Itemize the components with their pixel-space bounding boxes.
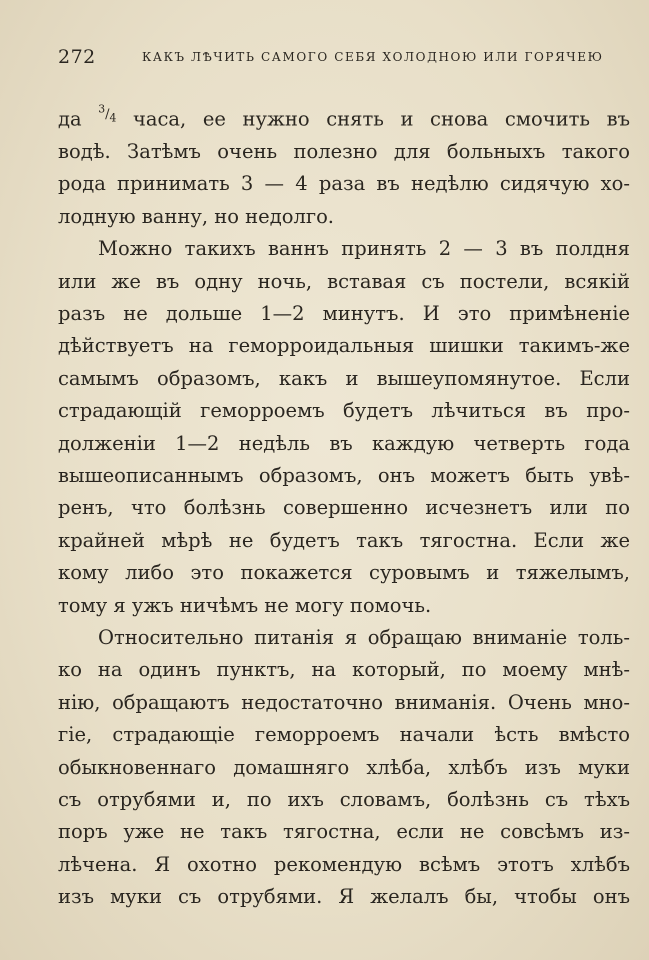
paragraph-1	[58, 94, 630, 233]
text-line: рода принимать 3 — 4 раза въ недѣлю сидячую хо-	[58, 172, 630, 196]
text-line: лодную ванну, но недолго.	[58, 204, 335, 228]
text-line: поръ уже не такъ тягостна, если не совсѣмъ из-	[58, 820, 630, 844]
paragraph-3	[58, 622, 630, 914]
text-line: долженiи 1—2 недѣль въ каждую четверть года	[58, 431, 630, 455]
text-line: изъ муки съ отрубями. Я желалъ бы, чтобы онъ	[58, 885, 630, 909]
text-line: тому я ужъ ничѣмъ не могу помочь.	[58, 593, 432, 617]
text-line: крайней мѣрѣ не будетъ такъ тягостна. Если же	[58, 528, 630, 552]
text-line: гiе, страдающiе геморроемъ начали ѣсть вмѣсто	[58, 723, 630, 747]
text-line: ко на одинъ пунктъ, на который, по моему мнѣ-	[58, 658, 630, 682]
paragraph-2	[58, 233, 630, 622]
body-text	[58, 94, 630, 914]
text-line: или же въ одну ночь, вставая съ постели, всякiй	[58, 269, 630, 293]
text-line: съ отрубями и, по ихъ словамъ, болѣзнь съ тѣхъ	[58, 788, 630, 811]
text-line: лѣчена. Я охотно рекомендую всѣмъ этотъ хлѣбъ	[58, 852, 630, 876]
text-line: водѣ. Затѣмъ очень полезно для больныхъ такого	[58, 139, 630, 163]
text-line: Можно такихъ ваннъ принять 2 — 3 въ полдня	[98, 237, 630, 261]
text-line: вышеописаннымъ образомъ, онъ можетъ быть увѣ-	[58, 463, 630, 487]
text-line: дѣйствуетъ на геморроидальныя шишки такимъ-же	[58, 334, 630, 358]
text-line: обыкновеннаго домашняго хлѣба, хлѣбъ изъ муки	[58, 755, 630, 779]
text-line-fraction: да $^{^3/_4}$ часа, ее нужно снять и снова смочить въ	[58, 103, 630, 131]
text-line: самымъ образомъ, какъ и вышеупомянутое. Если	[58, 366, 630, 390]
text-line: Относительно питанiя я обращаю вниманiе толь-	[98, 625, 630, 649]
page-number: 272	[58, 46, 96, 68]
text-line: разъ не дольше 1—2 минутъ. И это примѣненiе	[58, 301, 630, 325]
running-head	[58, 44, 609, 68]
text-line: нiю, обращаютъ недостаточно вниманiя. Очень мно-	[58, 690, 630, 714]
fraction-three-quarters: 3/4	[98, 103, 117, 125]
text-line: кому либо это покажется суровымъ и тяжелымъ,	[58, 561, 630, 585]
running-title: КАКЪ ЛѢЧИТЬ САМОГО СЕБЯ ХОЛОДНОЮ ИЛИ ГОРЯЧЕЮ	[142, 50, 604, 64]
text-line: страдающiй геморроемъ будетъ лѣчиться въ про-	[58, 399, 630, 423]
text-line: ренъ, что болѣзнь совершенно исчезнетъ или по	[58, 496, 630, 520]
